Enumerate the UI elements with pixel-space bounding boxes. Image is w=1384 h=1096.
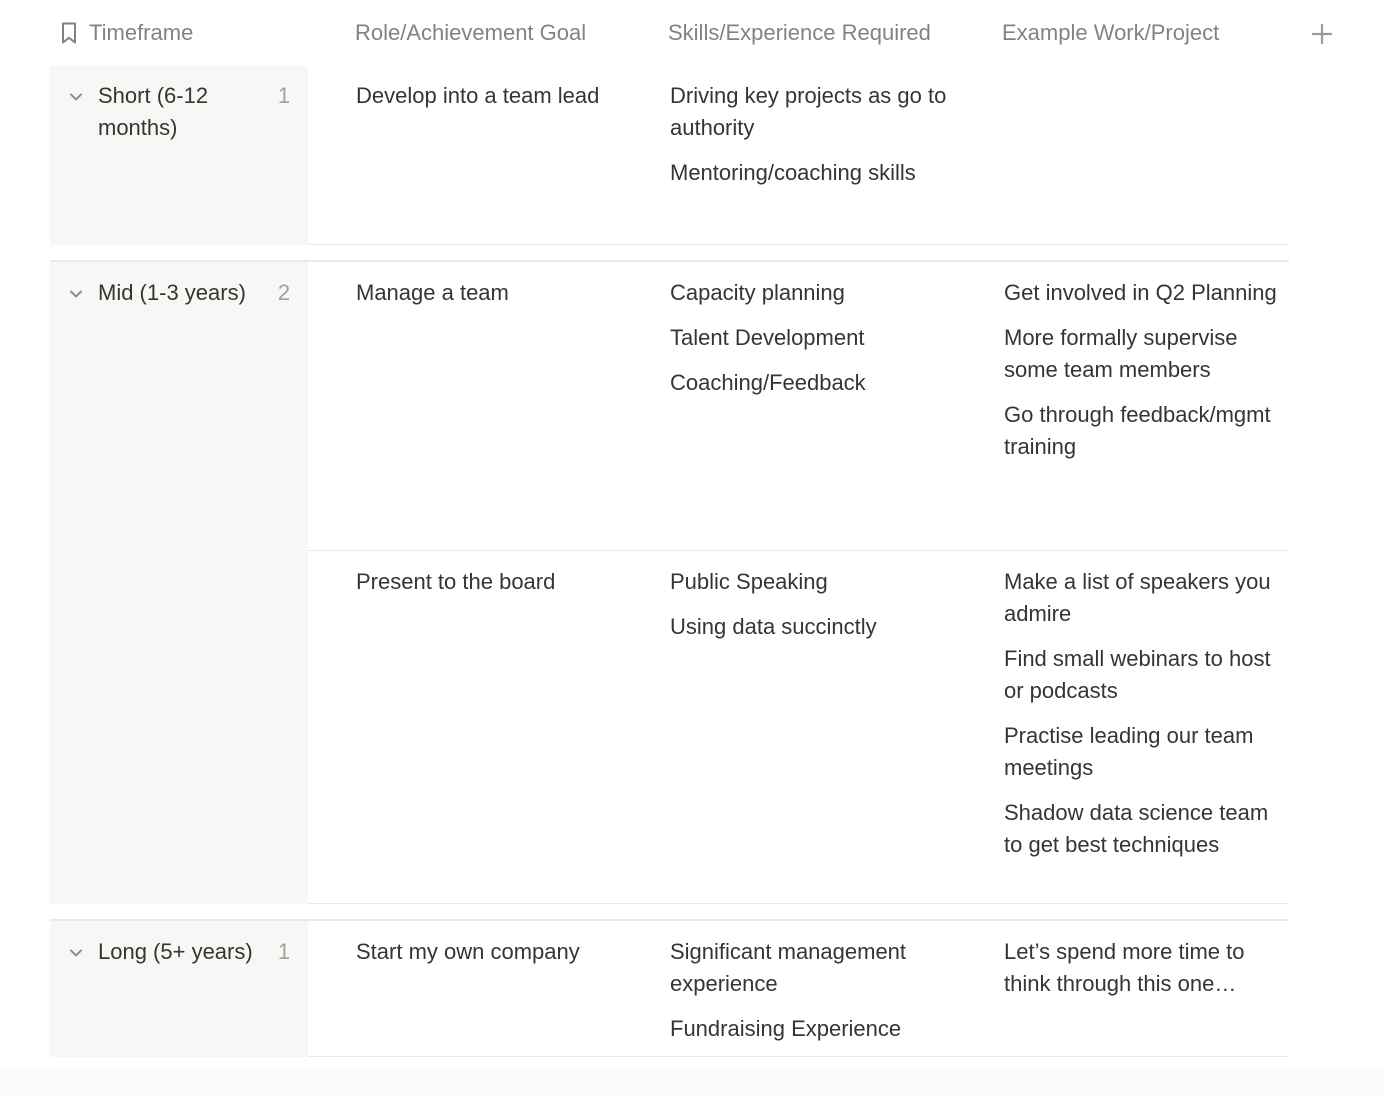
example-item: Find small webinars to host or podcasts (1004, 646, 1271, 703)
role-cell[interactable]: Manage a team (356, 280, 509, 305)
group-count: 1 (277, 939, 291, 964)
skills-cell[interactable] (670, 566, 980, 643)
group-divider (50, 260, 1289, 262)
example-item: Shadow data science team to get best techniques (1004, 800, 1269, 857)
group-count: 1 (277, 83, 291, 108)
skill-item: Fundraising Experience (670, 1016, 902, 1041)
column-header-timeframe[interactable] (56, 0, 193, 66)
example-item: Let’s spend more time to think through this one… (1004, 939, 1245, 996)
skill-item: Significant management experience (670, 939, 907, 996)
skill-item: Coaching/Feedback (670, 370, 866, 395)
group-label[interactable]: Mid (1-3 years) (98, 280, 246, 305)
column-header-skills[interactable] (668, 0, 931, 66)
example-item: Go through feedback/mgmt training (1004, 402, 1271, 459)
example-item: Get involved in Q2 Planning (1004, 280, 1277, 305)
column-header-label: Example Work/Project (1002, 20, 1220, 45)
skills-cell[interactable] (670, 936, 980, 1045)
group-count: 2 (277, 280, 291, 305)
example-item: Make a list of speakers you admire (1004, 569, 1271, 626)
plus-icon (1306, 18, 1338, 50)
example-item: More formally supervise some team members (1004, 325, 1238, 382)
footer-strip (0, 1068, 1384, 1096)
table-row[interactable] (308, 552, 1289, 904)
skill-item: Talent Development (670, 325, 865, 350)
chevron-down-icon[interactable] (67, 944, 85, 962)
example-cell[interactable] (1004, 566, 1284, 861)
column-header-role[interactable] (355, 0, 586, 66)
table-header (50, 0, 1360, 66)
column-header-label: Timeframe (89, 20, 194, 45)
skill-item: Using data succinctly (670, 614, 877, 639)
skill-item: Driving key projects as go to authority (670, 83, 947, 140)
group-label[interactable]: Short (6-12 months) (98, 83, 209, 140)
column-header-example[interactable] (1002, 0, 1219, 66)
chevron-down-icon[interactable] (67, 88, 85, 106)
chevron-down-icon[interactable] (67, 285, 85, 303)
skill-item: Mentoring/coaching skills (670, 160, 916, 185)
skills-cell[interactable] (670, 80, 980, 189)
example-cell[interactable] (1004, 277, 1284, 463)
group-divider (50, 919, 1289, 921)
column-header-label: Skills/Experience Required (668, 20, 931, 45)
column-header-label: Role/Achievement Goal (355, 20, 587, 45)
group-long (50, 919, 1289, 1057)
role-cell[interactable]: Start my own company (356, 939, 580, 964)
table-row[interactable] (308, 922, 1289, 1057)
skill-item: Capacity planning (670, 280, 845, 305)
role-cell[interactable]: Develop into a team lead (356, 83, 600, 108)
bookmark-icon (56, 20, 82, 46)
table-row[interactable] (308, 66, 1289, 245)
example-item: Practise leading our team meetings (1004, 723, 1254, 780)
group-label[interactable]: Long (5+ years) (98, 939, 253, 964)
group-sidebar (50, 260, 308, 904)
skill-item: Public Speaking (670, 569, 828, 594)
role-cell[interactable]: Present to the board (356, 569, 556, 594)
group-short (50, 66, 1289, 245)
add-column-button[interactable] (1306, 18, 1338, 50)
table-row[interactable] (308, 263, 1289, 551)
skills-cell[interactable] (670, 277, 980, 399)
example-cell[interactable] (1004, 936, 1284, 1000)
group-mid (50, 260, 1289, 904)
